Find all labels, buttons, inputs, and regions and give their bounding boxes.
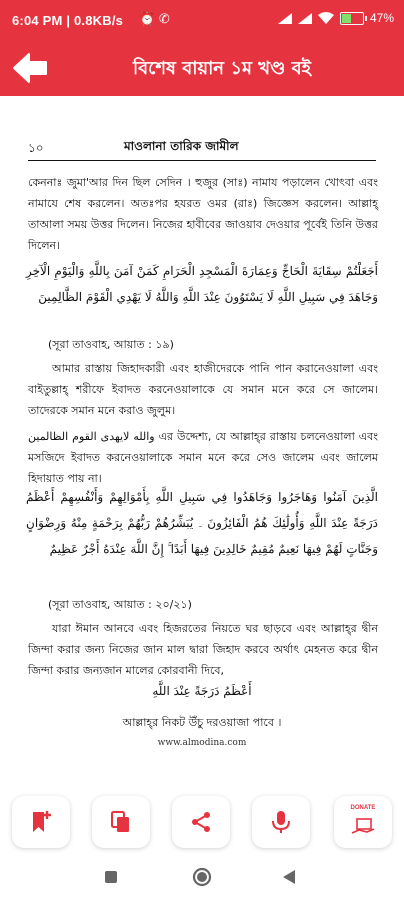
page-number: ১০ (28, 141, 44, 155)
status-bar (0, 0, 404, 40)
arabic-phrase-3: أَعْظَمُ دَرَجَةً عِنْدَ اللَّهِ (152, 684, 252, 698)
whatsapp-icon: ✆ (158, 11, 170, 26)
donate-button[interactable] (334, 796, 392, 848)
running-title: মাওলানা তারিক জামীল (124, 139, 239, 153)
battery-percent: 47% (369, 11, 394, 25)
action-bar (0, 786, 404, 856)
status-time: 6:04 PM | 0.8KB/s (12, 13, 124, 28)
verse-reference-2: (সূরা তাওবাহ, আয়াত : ২০/২১) (48, 598, 192, 611)
arabic-verse-2: الَّذِينَ آمَنُوا وَهَاجَرُوا وَجَاهَدُوا فِي سَبِيلِ اللَّهِ بِأَمْوَالِهِمْ وَأَنْفُسِهِمْ أَعْظَمُ دَرَجَةً عِنْدَ اللَّهِ وَأُولَٰئِكَ هُمُ الْفَائِزُونَ ۔ يُبَشِّرُهُمْ رَبُّهُمْ بِرَحْمَةٍ مِنْهُ وَرِضْوَانٍ وَجَنَّاتٍ لَهُمْ فِيهَا نَعِيمٌ مُقِيمٌ خَالِدِينَ فِيهَا أَبَدًا ۚ إِنَّ اللَّهَ عِنْدَهُ أَجْرٌ عَظِيمٌ (26, 490, 378, 556)
book-page (0, 96, 404, 786)
donate-icon (350, 815, 376, 839)
donate-label: DONATE (350, 805, 376, 811)
page-title: বিশেষ বায়ান ১ম খণ্ড বই (133, 58, 311, 79)
source-url: www.almodina.com (157, 738, 247, 748)
copy-icon (110, 810, 132, 834)
home-icon[interactable] (192, 867, 212, 887)
paragraph-3-container (28, 426, 378, 489)
arabic-inline-phrase: والله لايهدى القوم الظالمين (28, 430, 155, 443)
paragraph-5: আল্লাহ্‌র নিকট উঁচু দরওয়াজা পাবে । (122, 716, 282, 729)
bookmark-add-icon (30, 810, 52, 834)
arrow-left-icon (11, 51, 49, 85)
wifi-icon (318, 12, 334, 24)
back-button[interactable] (8, 48, 52, 88)
system-icons (278, 11, 394, 25)
paragraph-3: এর উদ্দেশ্য, যে আল্লাহ্‌র রাস্তায় চলনেওয়ালা এবং মসজিদে ইবাদত করনেওয়ালাকে সমান মনে করে সেও জালেম এবং জালেম হিদায়াত পায় না। (28, 430, 378, 485)
paragraph-2: আমার রাস্তায় জিহাদকারী এবং হাজীদেরকে পানি পান করানেওয়ালা এবং বাইতুল্লাহ্‌ শরীফে ইবাদত করনেওয়ালাকে যে সমান মনে করে সে জালেম। তাদেরকে সমান মনে করাও জুলুম। (28, 362, 378, 417)
signal-icon (278, 13, 292, 24)
back-nav-icon[interactable] (282, 869, 296, 885)
microphone-icon (271, 810, 291, 834)
share-button[interactable] (172, 796, 230, 848)
battery-icon (340, 12, 364, 25)
notification-icons (139, 11, 170, 27)
app-bar (0, 40, 404, 96)
paragraph-1: কেননাঃ জুমা'আর দিন ছিল সেদিন । হুজুর (সাঃ) নামায পড়ালেন খোৎবা এবং নামাযে শেষ করলেন। অতঃপর হযরত ওমর (রাঃ) জিজ্ঞেস করলেন। আল্লাহ্‌ তাআলা সময় উত্তর দিলেন। নিজের হাবীবের জাওয়াব দেওয়ার পূর্বেই তিনি উত্তর দিলেন। (28, 176, 378, 252)
share-icon (190, 811, 212, 833)
voice-button[interactable] (252, 796, 310, 848)
network-speed: 0.8KB/s (74, 13, 124, 28)
system-nav-bar (0, 856, 404, 900)
copy-button[interactable] (92, 796, 150, 848)
clock-text: 6:04 PM (12, 13, 63, 28)
page-header (28, 136, 376, 161)
alarm-icon: ⏰ (139, 11, 156, 26)
arabic-verse-1: أَجَعَلْتُمْ سِقَايَةَ الْحَاجِّ وَعِمَارَةَ الْمَسْجِدِ الْحَرَامِ كَمَنْ آمَنَ بِاللَّهِ وَالْيَوْمِ الْآخِرِ وَجَاهَدَ فِي سَبِيلِ اللَّهِ لَا يَسْتَوُونَ عِنْدَ اللَّهِ وَاللَّهُ لَا يَهْدِي الْقَوْمَ الظَّالِمِينَ (26, 264, 378, 304)
verse-reference-1: (সূরা তাওবাহ, আয়াত : ১৯) (48, 338, 174, 351)
signal-icon (298, 13, 312, 24)
recents-icon[interactable] (104, 870, 118, 884)
paragraph-4: যারা ঈমান আনবে এবং হিজরতের নিয়তে ঘর ছাড়বে এবং আল্লাহ্‌র দ্বীন জিন্দা করার জন্য নিজের জান মাল দ্বারা জিহাদ করবে অর্থাৎ মেহনত করে দ্বীন জিন্দা করার জন্যজান মালের কোরবানী দিবে, (28, 622, 378, 677)
bookmark-button[interactable] (12, 796, 70, 848)
